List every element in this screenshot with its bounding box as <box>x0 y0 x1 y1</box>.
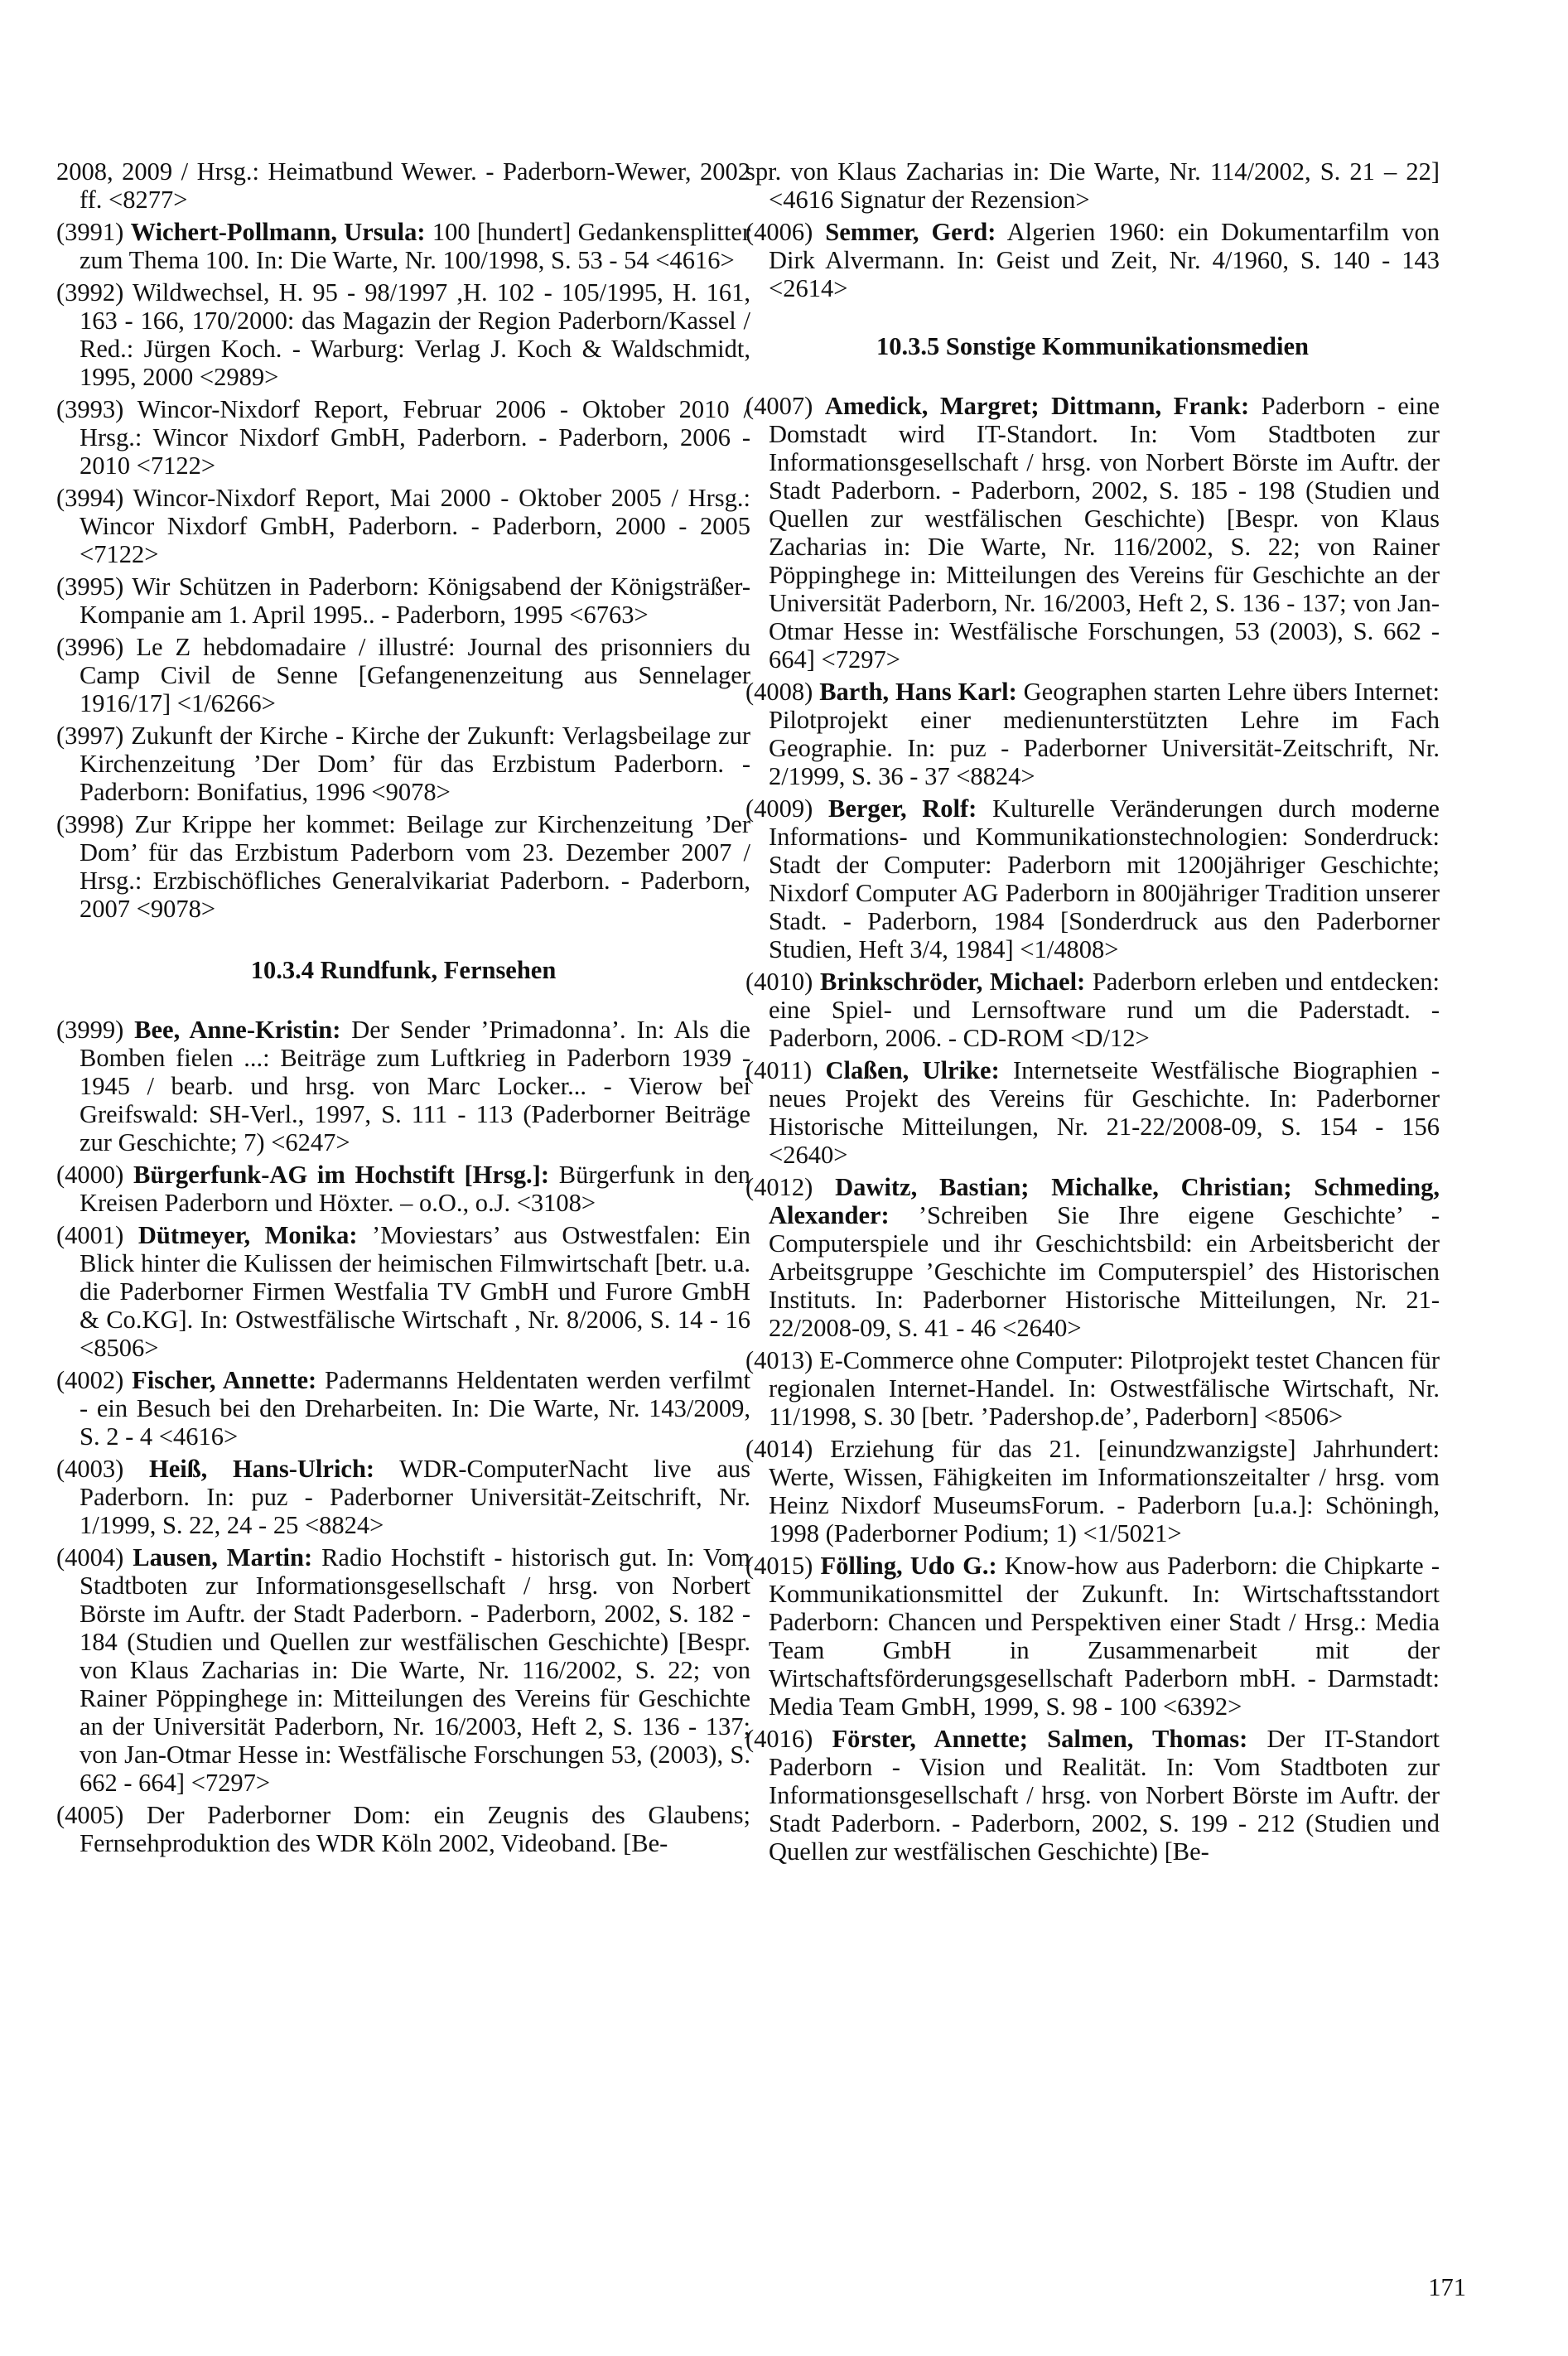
entry-text: Zukunft der Kirche - Kirche der Zukunft: Verlagsbeilage zur Kirchenzeitung ’Der Dom’ für das Erzbistum Paderborn. - Paderborn: Bonifatius, 1996 <9078> <box>80 722 750 806</box>
bibliography-entry <box>745 1173 1440 1342</box>
entry-number: (4015) <box>745 1552 821 1580</box>
entry-number: (3999) <box>56 1016 135 1044</box>
left-column <box>56 157 750 1861</box>
right-entries-after <box>745 392 1440 1866</box>
entry-text: Le Z hebdomadaire / illustré: Journal des prisonniers du Camp Civil de Senne [Gefangenenzeitung aus Sennelager 1916/17] <1/6266> <box>80 633 750 717</box>
entry-author: Claßen, Ulrike: <box>825 1056 1000 1084</box>
entry-text: spr. von Klaus Zacharias in: Die Warte, Nr. 114/2002, S. 21 – 22] <4616 Signatur der Rezension> <box>745 157 1440 214</box>
bibliography-entry <box>56 218 750 274</box>
entry-number: (3993) <box>56 395 138 423</box>
bibliography-entry <box>745 1346 1440 1431</box>
bibliography-entry <box>56 1455 750 1539</box>
entry-author: Bürgerfunk-AG im Hochstift [Hrsg.]: <box>133 1161 549 1189</box>
entry-number: (3994) <box>56 484 133 512</box>
entry-author: Förster, Annette; Salmen, Thomas: <box>832 1725 1248 1753</box>
page-number: 171 <box>1428 2273 1466 2301</box>
entry-author: Fischer, Annette: <box>132 1366 317 1394</box>
entry-number: (4007) <box>745 392 825 420</box>
entry-author: Dütmeyer, Monika: <box>138 1221 358 1249</box>
entry-number: (3992) <box>56 278 133 307</box>
bibliography-entry <box>56 484 750 568</box>
entry-number: (4004) <box>56 1543 133 1571</box>
bibliography-entry <box>745 1435 1440 1547</box>
entry-text: Der Sender ’Primadonna’. In: Als die Bomben fielen ...: Beiträge zum Luftkrieg in Paderborn 1939 - 1945 / bearb. und hrsg. von Marc Locker... - Vierow bei Greifswald: SH-Verl., 1997, S. 111 - 113 (Paderborner Beiträge zur Geschichte; 7) <6247> <box>80 1016 750 1156</box>
left-entries-before <box>56 157 750 923</box>
entry-number: (4001) <box>56 1221 138 1249</box>
entry-author: Semmer, Gerd: <box>825 218 996 246</box>
entry-text: Der IT-Standort Paderborn - Vision und Realität. In: Vom Stadtboten zur Informationsgesellschaft / hrsg. von Norbert Börste im Auftr. der Stadt Paderborn. - Paderborn, 2002, S. 199 - 212 (Studien und Quellen zur westfälischen Geschichte) [Be- <box>769 1725 1440 1866</box>
entry-author: Lausen, Martin: <box>133 1543 313 1571</box>
bibliography-entry <box>745 157 1440 214</box>
entry-text: Kulturelle Veränderungen durch moderne Informations- und Kommunikationstechnologien: Sonderdruck: Stadt der Computer: Paderborn mit 1200jähriger Geschichte; Nixdorf Computer AG Paderborn in 800jähriger Tradition unserer Stadt. - Paderborn, 1984 [Sonderdruck aus den Paderborner Studien, Heft 3/4, 1984] <1/4808> <box>769 794 1440 963</box>
entry-number: (3995) <box>56 572 133 601</box>
entry-text: Erziehung für das 21. [einundzwanzigste] Jahrhundert: Werte, Wissen, Fähigkeiten im Informationszeitalter / hrsg. vom Heinz Nixdorf MuseumsForum. - Paderborn [u.a.]: Schöningh, 1998 (Paderborner Podium; 1) <1/5021> <box>769 1435 1440 1547</box>
left-entries-after <box>56 1016 750 1857</box>
bibliography-entry <box>56 157 750 214</box>
bibliography-entry <box>56 1366 750 1451</box>
entry-number: (4005) <box>56 1801 147 1829</box>
entry-number: (4000) <box>56 1161 134 1189</box>
entry-author: Barth, Hans Karl: <box>819 678 1017 706</box>
entry-text: Know-how aus Paderborn: die Chipkarte - Kommunikationsmittel der Zukunft. In: Wirtschaftsstandort Paderborn: Chancen und Perspektiven einer Stadt / Hrsg.: Media Team GmbH in Zusammenarbeit mit der Wirtschaftsförderungsgesellschaft Paderborn mbH. - Darmstadt: Media Team GmbH, 1999, S. 98 - 100 <6392> <box>769 1552 1440 1721</box>
bibliography-entry <box>56 572 750 629</box>
entry-text: Wincor-Nixdorf Report, Mai 2000 - Oktober 2005 / Hrsg.: Wincor Nixdorf GmbH, Paderborn. - Paderborn, 2000 - 2005 <7122> <box>80 484 750 568</box>
entry-number: (4009) <box>745 794 829 823</box>
entry-number: (3991) <box>56 218 131 246</box>
entry-author: Heiß, Hans-Ulrich: <box>148 1455 375 1483</box>
bibliography-entry <box>745 1725 1440 1866</box>
bibliography-entry <box>56 722 750 806</box>
right-entries-before <box>745 157 1440 302</box>
entry-text: 2008, 2009 / Hrsg.: Heimatbund Wewer. - Paderborn-Wewer, 2002 ff. <8277> <box>56 157 750 214</box>
bibliography-entry <box>56 810 750 923</box>
entry-author: Dawitz, Bastian; Michalke, Christian; Schmeding, Alexander: <box>769 1173 1440 1229</box>
bibliography-entry <box>745 794 1440 963</box>
section-heading-sonstige: 10.3.5 Sonstige Kommunikationsmedien <box>876 332 1309 360</box>
entry-number: (3996) <box>56 633 137 661</box>
entry-text: Bürgerfunk in den Kreisen Paderborn und Höxter. – o.O., o.J. <3108> <box>80 1161 750 1217</box>
entry-number: (3997) <box>56 722 132 750</box>
bibliography-entry <box>56 1801 750 1857</box>
entry-text: 100 [hundert] Gedankensplitter zum Thema 100. In: Die Warte, Nr. 100/1998, S. 53 - 54 <4616> <box>80 218 750 274</box>
entry-author: Brinkschröder, Michael: <box>820 968 1086 996</box>
entry-text: WDR-ComputerNacht live aus Paderborn. In: puz - Paderborner Universität-Zeitschrift, Nr. 1/1999, S. 22, 24 - 25 <8824> <box>80 1455 750 1539</box>
entry-text: Internetseite Westfälische Biographien - neues Projekt des Vereins für Geschichte. In: Paderborner Historische Mitteilungen, Nr. 21-22/2008-09, S. 154 - 156 <2640> <box>769 1056 1440 1169</box>
entry-number: (4003) <box>56 1455 149 1483</box>
entry-text: Der Paderborner Dom: ein Zeugnis des Glaubens; Fernsehproduktion des WDR Köln 2002, Videoband. [Be- <box>80 1801 750 1857</box>
bibliography-entry <box>745 392 1440 673</box>
entry-number: (4012) <box>745 1173 836 1201</box>
entry-number: (4010) <box>745 968 821 996</box>
bibliography-entry <box>56 278 750 391</box>
entry-author: Fölling, Udo G.: <box>820 1552 997 1580</box>
entry-number: (4013) <box>745 1346 819 1374</box>
entry-text: ’Schreiben Sie Ihre eigene Geschichte’ - Computerspiele und ihr Geschichtsbild: ein Arbeitsbericht der Arbeitsgruppe ’Geschichte im Computerspiel’ des Historischen Instituts. In: Paderborner Historische Mitteilungen, Nr. 21-22/2008-09, S. 41 - 46 <2640> <box>769 1201 1440 1342</box>
entry-author: Berger, Rolf: <box>828 794 977 823</box>
entry-number: (4006) <box>745 218 826 246</box>
entry-number: (4014) <box>745 1435 831 1463</box>
section-heading-rundfunk: 10.3.4 Rundfunk, Fernsehen <box>250 956 557 984</box>
bibliography-entry <box>745 1056 1440 1169</box>
entry-text: Padermanns Heldentaten werden verfilmt - ein Besuch bei den Dreharbeiten. In: Die Warte, Nr. 143/2009, S. 2 - 4 <4616> <box>80 1366 750 1451</box>
entry-number: (4002) <box>56 1366 133 1394</box>
entry-author: Bee, Anne-Kristin: <box>134 1016 341 1044</box>
entry-text: E-Commerce ohne Computer: Pilotprojekt testet Chancen für regionalen Internet-Handel. In: Ostwestfälische Wirtschaft, Nr. 11/1998, S. 30 [betr. ’Padershop.de’, Paderborn] <8506> <box>769 1346 1440 1431</box>
bibliography-entry <box>56 1221 750 1362</box>
bibliography-entry <box>56 1161 750 1217</box>
entry-author: Amedick, Margret; Dittmann, Frank: <box>824 392 1250 420</box>
entry-text: Wildwechsel, H. 95 - 98/1997 ,H. 102 - 105/1995, H. 161, 163 - 166, 170/2000: das Magazin der Region Paderborn/Kassel / Red.: Jürgen Koch. - Warburg: Verlag J. Koch & Waldschmidt, 1995, 2000 <2989> <box>80 278 751 391</box>
bibliography-entry <box>56 633 750 717</box>
right-column <box>745 157 1440 1870</box>
entry-number: (4011) <box>745 1056 826 1084</box>
entry-text: Wir Schützen in Paderborn: Königsabend der Königsträßer-Kompanie am 1. April 1995.. - Paderborn, 1995 <6763> <box>80 572 750 629</box>
entry-author: Wichert-Pollmann, Ursula: <box>130 218 426 246</box>
bibliography-entry <box>745 1552 1440 1721</box>
bibliography-entry <box>745 968 1440 1052</box>
entry-number: (4008) <box>745 678 820 706</box>
bibliography-entry <box>745 678 1440 790</box>
entry-text: Zur Krippe her kommet: Beilage zur Kirchenzeitung ’Der Dom’ für das Erzbistum Paderborn vom 23. Dezember 2007 / Hrsg.: Erzbischöfliches Generalvikariat Paderborn. - Paderborn, 2007 <9078> <box>80 810 750 923</box>
bibliography-entry <box>745 218 1440 302</box>
bibliography-entry <box>56 1543 750 1797</box>
entry-text: ’Moviestars’ aus Ostwestfalen: Ein Blick hinter die Kulissen der heimischen Filmwirtschaft [betr. u.a. die Paderborner Firmen Westfalia TV GmbH und Furore GmbH & Co.KG]. In: Ostwestfälische Wirtschaft , Nr. 8/2006, S. 14 - 16 <8506> <box>80 1221 750 1362</box>
bibliography-entry <box>56 395 750 480</box>
entry-number: (4016) <box>745 1725 832 1753</box>
bibliography-entry <box>56 1016 750 1156</box>
entry-text: Paderborn - eine Domstadt wird IT-Standort. In: Vom Stadtboten zur Informationsgesellschaft / hrsg. von Norbert Börste im Auftr. der Stadt Paderborn. - Paderborn, 2002, S. 185 - 198 (Studien und Quellen zur westfälischen Geschichte) [Bespr. von Klaus Zacharias in: Die Warte, Nr. 116/2002, S. 22; von Rainer Pöppinghege in: Mitteilungen des Vereins für Geschichte an der Universität Paderborn, Nr. 16/2003, Heft 2, S. 136 - 137; von Jan-Otmar Hesse in: Westfälische Forschungen, 53 (2003), S. 662 - 664] <7297> <box>769 392 1440 673</box>
entry-text: Algerien 1960: ein Dokumentarfilm von Dirk Alvermann. In: Geist und Zeit, Nr. 4/1960, S. 140 - 143 <2614> <box>769 218 1440 302</box>
entry-number: (3998) <box>56 810 135 838</box>
entry-text: Paderborn erleben und entdecken: eine Spiel- und Lernsoftware rund um die Paderstadt. - Paderborn, 2006. - CD-ROM <D/12> <box>769 968 1440 1052</box>
entry-text: Geographen starten Lehre übers Internet: Pilotprojekt einer medienunterstützten Lehre im Fach Geographie. In: puz - Paderborner Universität-Zeitschrift, Nr. 2/1999, S. 36 - 37 <8824> <box>769 678 1440 790</box>
entry-text: Radio Hochstift - historisch gut. In: Vom Stadtboten zur Informationsgesellschaft / hrsg. von Norbert Börste im Auftr. der Stadt Paderborn. - Paderborn, 2002, S. 182 - 184 (Studien und Quellen zur westfälischen Geschichte) [Bespr. von Klaus Zacharias in: Die Warte, Nr. 116/2002, S. 22; von Rainer Pöppinghege in: Mitteilungen des Vereins für Geschichte an der Universität Paderborn, Nr. 16/2003, Heft 2, S. 136 - 137; von Jan-Otmar Hesse in: Westfälische Forschungen 53, (2003), S. 662 - 664] <7297> <box>80 1543 750 1797</box>
entry-text: Wincor-Nixdorf Report, Februar 2006 - Oktober 2010 / Hrsg.: Wincor Nixdorf GmbH, Paderborn. - Paderborn, 2006 - 2010 <7122> <box>80 395 751 480</box>
